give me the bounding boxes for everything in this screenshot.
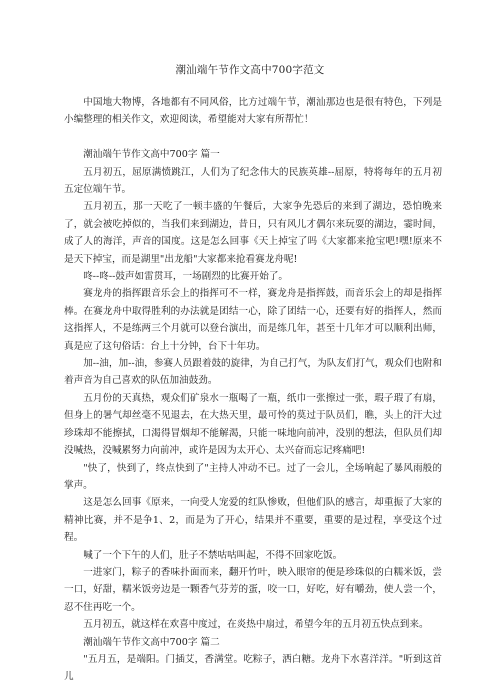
paragraph-11: 五月初五，就这样在欢喜中度过，在炎热中扇过，希望今年的五月初五快点到来。 <box>83 619 429 631</box>
paragraph-1: 五月初五，屈原满愤跳江，人们为了纪念伟大的民族英雄--屈原，特将每年的五月初五定位端午节。 <box>64 166 442 196</box>
spacer <box>64 129 442 146</box>
document-title: 潮汕端午节作文高中700字范文 <box>175 64 325 76</box>
paragraph-5: 加--油，加--油，参赛人员跟着鼓的旋律，为自己打气，为队友们打气，观众们也附和着声音为自己喜欢的队伍加油鼓劲。 <box>64 358 442 387</box>
section-heading-2: 潮汕端午节作文高中700字 篇二 <box>83 636 220 648</box>
intro-paragraph: 中国地大物博，各地都有不同风俗，比方过端午节，潮汕那边也是很有特色，下列是小编整理的相关作文，欢迎阅读，希望能对大家有所帮忙！ <box>64 97 442 126</box>
paragraph-4: 赛龙舟的指挥跟音乐会上的指挥可不一样，赛龙舟是指挥鼓，而音乐会上的却是指挥棒。在赛龙舟中取得胜利的办法就是团结一心，除了团结一心，还要有好的指挥人，然而这指挥人，不是练两三个月就可以登台演出，而是练几年，甚至十几年才可以顺利出师，真是应了这句俗话：台上十分钟，台下十年功。 <box>64 288 442 352</box>
paragraph-12: "五月五，是端阳。门插艾，香满堂。吃粽子，洒白糖。龙舟下水喜洋洋。"听到这首儿 <box>64 653 442 683</box>
paragraph-9: 喊了一个下午的人们，肚子不禁咕咕叫起，不得不回家吃饭。 <box>83 549 343 561</box>
paragraph-6: 五月份的天真热，观众们矿泉水一瓶喝了一瓶，纸巾一张擦过一张，瑕子瑕了有扇，但身上的暑气却丝毫不见退去，在大热天里，最可怜的莫过于队员们，瞧，头上的汗大过珍珠却不能擦拭，口渴得冒烟却不能解渴，只能一味地向前冲，没别的想法，但队员们却没喊热，没喊累努力向前冲，或许是因为太开心、太兴奋而忘记疼痛吧! <box>64 392 442 457</box>
paragraph-2: 五月初五，那一天吃了一顿丰盛的午餐后，大家争先恐后的来到了湖边，恐怕晚来了，就会被吃掉似的，当我们来到湖边，昔日，只有风儿才偶尔来玩耍的湖边，霎时间，成了人的海洋，声音的国度。这是怎么回事《天上掉宝了吗《大家都来抢宝吧!嘿!原来不是天下掉宝，而是湖里"出龙船"大家都来抢看赛龙舟呢! <box>64 201 442 265</box>
document-body <box>64 94 442 686</box>
paragraph-3: 咚--咚--鼓声如雷贯耳，一场剧烈的比赛开始了。 <box>83 271 289 283</box>
section-heading-1: 潮汕端午节作文高中700字 篇一 <box>83 149 220 161</box>
paragraph-7: "快了，快到了，终点快到了"主持人冲动不已。过了一会儿，全场响起了暴风雨般的掌声。 <box>64 462 442 491</box>
paragraph-8: 这是怎么回事《原来，一向受人宠爱的红队惨败，但他们队的感言，却重振了大家的精神比赛，并不是争1、2，而是为了开心，结果并不重要，重要的是过程，享受这个过程。 <box>64 497 442 544</box>
paragraph-10: 一进家门，粽子的香味扑面而来，翻开竹叶，映入眼帘的便是珍珠似的白糯米饭，尝一口，好甜，糯米饭旁边是一颗香气芬芳的蛋，咬一口，好吃，好有嚼劲，使人尝一个，忍不住再吃一个。 <box>64 566 442 613</box>
